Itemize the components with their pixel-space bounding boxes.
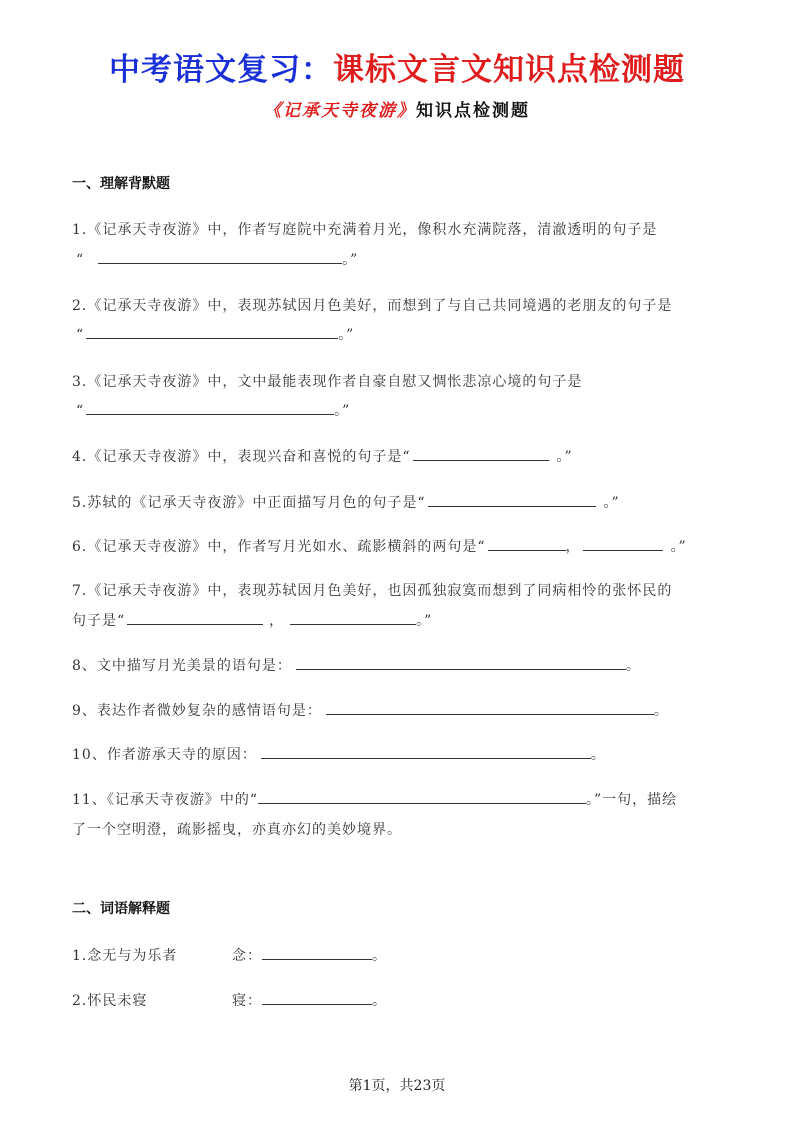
vocab-item-1 bbox=[72, 945, 177, 965]
title-blue-part: 中考语文复习： bbox=[109, 52, 333, 88]
answer-blank[interactable] bbox=[428, 492, 596, 507]
comma: ， bbox=[269, 613, 285, 629]
question-text-tail: 。”一句，描绘 bbox=[585, 792, 678, 808]
question-text: 10、作者游承天寺的原因： bbox=[72, 747, 257, 763]
question-5 bbox=[72, 492, 620, 512]
question-7-answer bbox=[72, 610, 432, 630]
section-heading-1: 一、理解背默题 bbox=[72, 176, 170, 192]
vocab-word: 寝： bbox=[232, 993, 262, 1009]
close-mark: 。 bbox=[372, 948, 387, 964]
answer-blank[interactable] bbox=[258, 789, 586, 804]
answer-blank[interactable] bbox=[262, 990, 372, 1005]
answer-blank[interactable] bbox=[86, 400, 334, 415]
answer-blank-2[interactable] bbox=[583, 536, 663, 551]
question-text: 11、《记承天寺夜游》中的“ bbox=[72, 792, 258, 808]
vocab-word: 念： bbox=[232, 948, 262, 964]
answer-blank[interactable] bbox=[326, 700, 654, 715]
answer-blank-1[interactable] bbox=[488, 536, 566, 551]
answer-blank[interactable] bbox=[296, 655, 626, 670]
open-quote: “ bbox=[76, 252, 85, 268]
question-9 bbox=[72, 700, 669, 720]
question-3-answer bbox=[76, 400, 350, 420]
subtitle-black-part: 知识点检测题 bbox=[416, 101, 530, 121]
close-quote: 。” bbox=[338, 327, 355, 343]
close-mark: 。 bbox=[653, 703, 669, 719]
question-text: 9、表达作者微妙复杂的感情语句是： bbox=[72, 703, 322, 719]
close-quote: 。” bbox=[556, 449, 573, 465]
page-title bbox=[0, 44, 794, 89]
section-heading-2: 二、词语解释题 bbox=[72, 901, 170, 917]
question-text: 句子是“ bbox=[72, 613, 126, 629]
question-11-line2: 了一个空明澄，疏影摇曳，亦真亦幻的美妙境界。 bbox=[72, 822, 402, 838]
open-quote: “ bbox=[76, 327, 85, 343]
question-8 bbox=[72, 655, 641, 675]
question-text: 5.苏轼的《记承天寺夜游》中正面描写月色的句子是“ bbox=[72, 495, 426, 511]
question-text: 8、文中描写月光美景的语句是： bbox=[72, 658, 292, 674]
comma: ， bbox=[565, 539, 581, 555]
page-number: 第1页，共23页 bbox=[348, 1078, 446, 1094]
question-3: 3.《记承天寺夜游》中，文中最能表现作者自豪自慰又惆怅悲凉心境的句子是 bbox=[72, 374, 583, 390]
question-6 bbox=[72, 536, 687, 556]
close-mark: 。 bbox=[625, 658, 641, 674]
close-quote: 。” bbox=[342, 252, 359, 268]
vocab-item-2 bbox=[72, 990, 147, 1010]
answer-blank-1[interactable] bbox=[127, 610, 263, 625]
page-subtitle bbox=[0, 96, 794, 121]
question-7: 7.《记承天寺夜游》中，表现苏轼因月色美好，也因孤独寂寞而想到了同病相怜的张怀民的 bbox=[72, 583, 673, 599]
answer-blank-2[interactable] bbox=[290, 610, 416, 625]
question-2-answer bbox=[76, 324, 354, 344]
answer-blank[interactable] bbox=[98, 249, 342, 264]
question-text: 6.《记承天寺夜游》中，作者写月光如水、疏影横斜的两句是“ bbox=[72, 539, 486, 555]
question-4 bbox=[72, 446, 573, 466]
question-1-answer bbox=[76, 249, 358, 269]
answer-blank[interactable] bbox=[261, 744, 591, 759]
answer-blank[interactable] bbox=[86, 324, 338, 339]
question-2: 2.《记承天寺夜游》中，表现苏轼因月色美好，而想到了与自己共同境遇的老朋友的句子是 bbox=[72, 298, 673, 314]
close-quote: 。” bbox=[334, 403, 351, 419]
answer-blank[interactable] bbox=[413, 446, 549, 461]
open-quote: “ bbox=[76, 403, 85, 419]
vocab-phrase: 1.念无与为乐者 bbox=[72, 948, 178, 964]
title-red-part: 课标文言文知识点检测题 bbox=[333, 52, 685, 88]
close-quote: 。” bbox=[416, 613, 433, 629]
answer-blank[interactable] bbox=[262, 945, 372, 960]
close-quote: 。” bbox=[603, 495, 620, 511]
vocab-answer-1 bbox=[232, 945, 387, 965]
close-quote: 。” bbox=[670, 539, 687, 555]
close-mark: 。 bbox=[590, 747, 606, 763]
question-10 bbox=[72, 744, 606, 764]
question-1: 1.《记承天寺夜游》中，作者写庭院中充满着月光，像积水充满院落，清澈透明的句子是 bbox=[72, 222, 658, 238]
close-mark: 。 bbox=[372, 993, 387, 1009]
question-11 bbox=[72, 789, 677, 809]
vocab-phrase: 2.怀民未寝 bbox=[72, 993, 148, 1009]
vocab-answer-2 bbox=[232, 990, 387, 1010]
subtitle-red-part: 《记承天寺夜游》 bbox=[264, 101, 416, 121]
question-text: 4.《记承天寺夜游》中，表现兴奋和喜悦的句子是“ bbox=[72, 449, 411, 465]
